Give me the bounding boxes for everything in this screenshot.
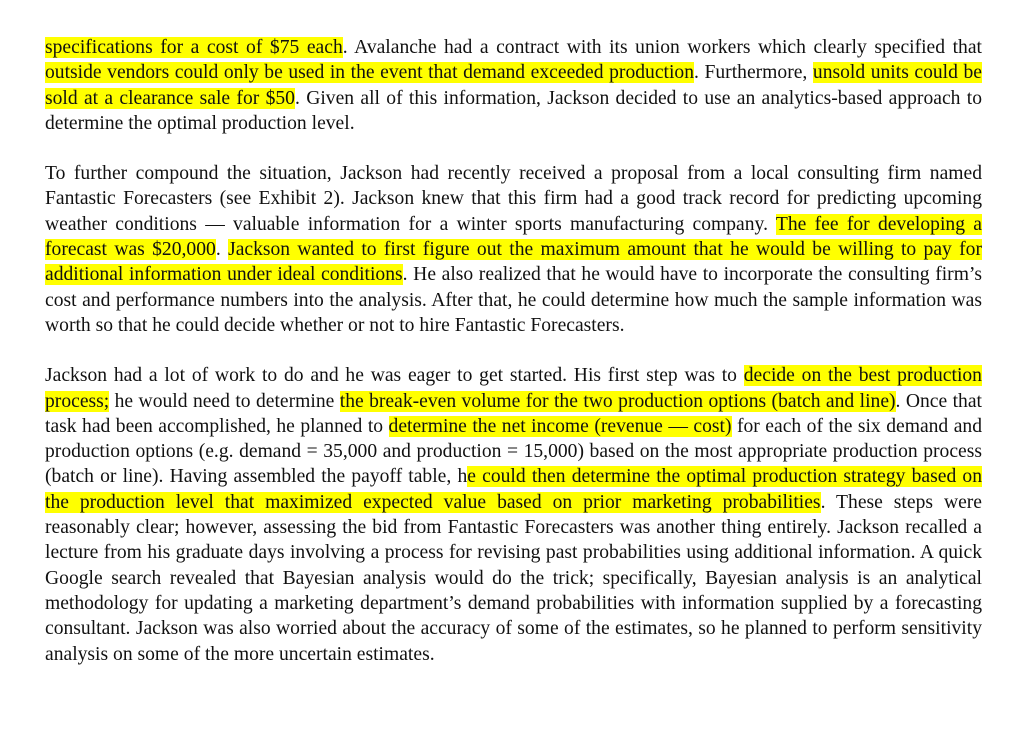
highlighted-text: the break-even volume for the two production options (batch and line) — [339, 390, 896, 412]
highlighted-text: unsold units could be sold at a clearance sale for $50 — [45, 62, 982, 109]
body-text: . He also realized that he would have to incorporate the consulting firm’s cost and performance numbers into the analysis. After that, he could determine how much the sample information was worth so that he could decide whether or not to hire Fantastic Forecasters. — [45, 264, 982, 336]
highlighted-text: outside vendors could only be used in the event that demand exceeded production — [45, 62, 695, 84]
document-body — [45, 35, 982, 667]
body-text: . Furthermore, — [694, 62, 813, 84]
paragraph — [45, 161, 982, 338]
body-text: . These steps were reasonably clear; however, assessing the bid from Fantastic Forecasters was another thing entirely. Jackson recalled a lecture from his graduate days involving a process for revising past probabilities using additional information. A quick Google search revealed that Bayesian analysis would do the trick; specifically, Bayesian analysis is an analytical methodology for updating a marketing department’s demand probabilities with information supplied by a forecasting consultant. Jackson was also worried about the accuracy of some of the estimates, so he planned to perform sensitivity analysis on some of the more uncertain estimates. — [45, 491, 983, 665]
highlighted-text: specifications for a cost of $75 each — [45, 37, 343, 58]
body-text: he would need to determine — [109, 390, 340, 412]
body-text: for each of the six demand and production options (e.g. demand = 35,000 and production = 15,000) based on the most appropriate production process (batch or line). Having assembled the payoff table, h — [45, 415, 982, 488]
highlighted-text: Jackson wanted to first figure out the maximum amount that he would be willing to pay for additional information under ideal conditions — [45, 239, 982, 286]
body-text: . Once that task had been accomplished, he planned to — [45, 390, 982, 437]
body-text: To further compound the situation, Jackson had recently received a proposal from a local consulting firm named Fantastic Forecasters (see Exhibit 2). Jackson knew that this firm had a good track record for predicting upcoming weather conditions — valuable information for a winter sports manufacturing company. — [45, 163, 982, 235]
highlighted-text: e could then determine the optimal production strategy based on the production level that maximized expected value based on prior marketing probabilities — [45, 466, 983, 513]
paragraph — [45, 35, 982, 136]
body-text: . — [215, 239, 229, 261]
body-text: Jackson had a lot of work to do and he was eager to get started. His first step was to — [45, 365, 744, 387]
body-text: . Avalanche had a contract with its union workers which clearly specified that — [342, 37, 982, 58]
highlighted-text: determine the net income (revenue — cost) — [388, 415, 732, 437]
body-text: . Given all of this information, Jackson decided to use an analytics-based approach to determine the optimal production level. — [45, 87, 982, 134]
highlighted-text: decide on the best production process; — [45, 365, 982, 412]
highlighted-text: The fee for developing a forecast was $20,000 — [45, 213, 982, 261]
paragraph — [45, 363, 982, 667]
